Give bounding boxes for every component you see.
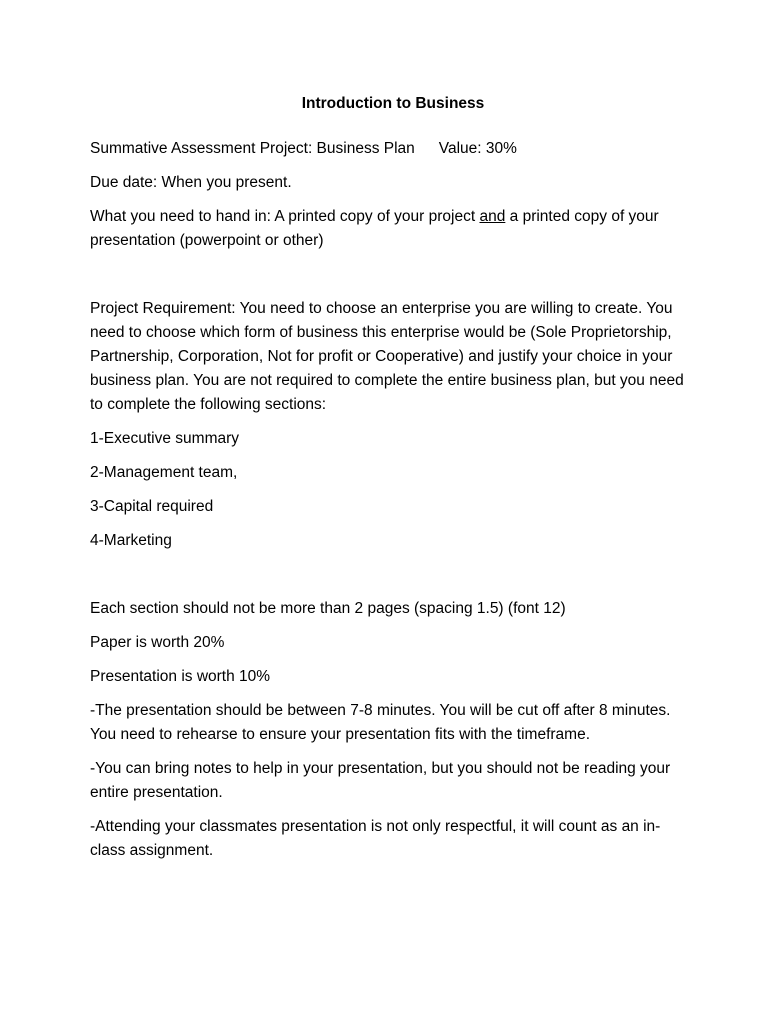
document-page xyxy=(90,92,690,873)
project-requirement: Project Requirement: You need to choose an enterprise you are willing to create. You need to choose which form of business this enterprise would be (Sole Proprietorship, Partnership, Corporation, Not for profit or Cooperative) and justify your choice in your business plan. You are not required to complete the entire business plan, but you need to complete the following sections: xyxy=(90,300,684,413)
section-item: 2-Management team, xyxy=(90,464,238,481)
assessment-label: Summative Assessment Project: Business Plan xyxy=(90,140,415,157)
section-item: 3-Capital required xyxy=(90,498,214,515)
assessment-line xyxy=(90,137,690,161)
hand-in-prefix: What you need to hand in: A printed copy of your project xyxy=(90,208,480,225)
hand-in-suffix: a printed copy of your presentation (powerpoint or other) xyxy=(90,208,659,249)
presentation-note: -You can bring notes to help in your presentation, but you should not be reading your entire presentation. xyxy=(90,760,671,801)
presentation-worth: Presentation is worth 10% xyxy=(90,668,271,685)
hand-in-emphasis: and xyxy=(479,208,506,225)
presentation-note: -Attending your classmates presentation is not only respectful, it will count as an in-class assignment. xyxy=(90,818,661,859)
section-length-rule: Each section should not be more than 2 pages (spacing 1.5) (font 12) xyxy=(90,600,566,617)
paper-worth: Paper is worth 20% xyxy=(90,634,225,651)
section-item: 4-Marketing xyxy=(90,532,172,549)
presentation-note: -The presentation should be between 7-8 minutes. You will be cut off after 8 minutes. You need to rehearse to ensure your presentation fits with the timeframe. xyxy=(90,702,671,743)
assessment-value: Value: 30% xyxy=(438,140,517,157)
blank-line xyxy=(90,563,690,597)
due-date: Due date: When you present. xyxy=(90,174,292,191)
blank-line xyxy=(90,263,690,297)
hand-in-paragraph xyxy=(90,205,690,253)
section-item: 1-Executive summary xyxy=(90,430,240,447)
document-title: Introduction to Business xyxy=(301,95,485,112)
